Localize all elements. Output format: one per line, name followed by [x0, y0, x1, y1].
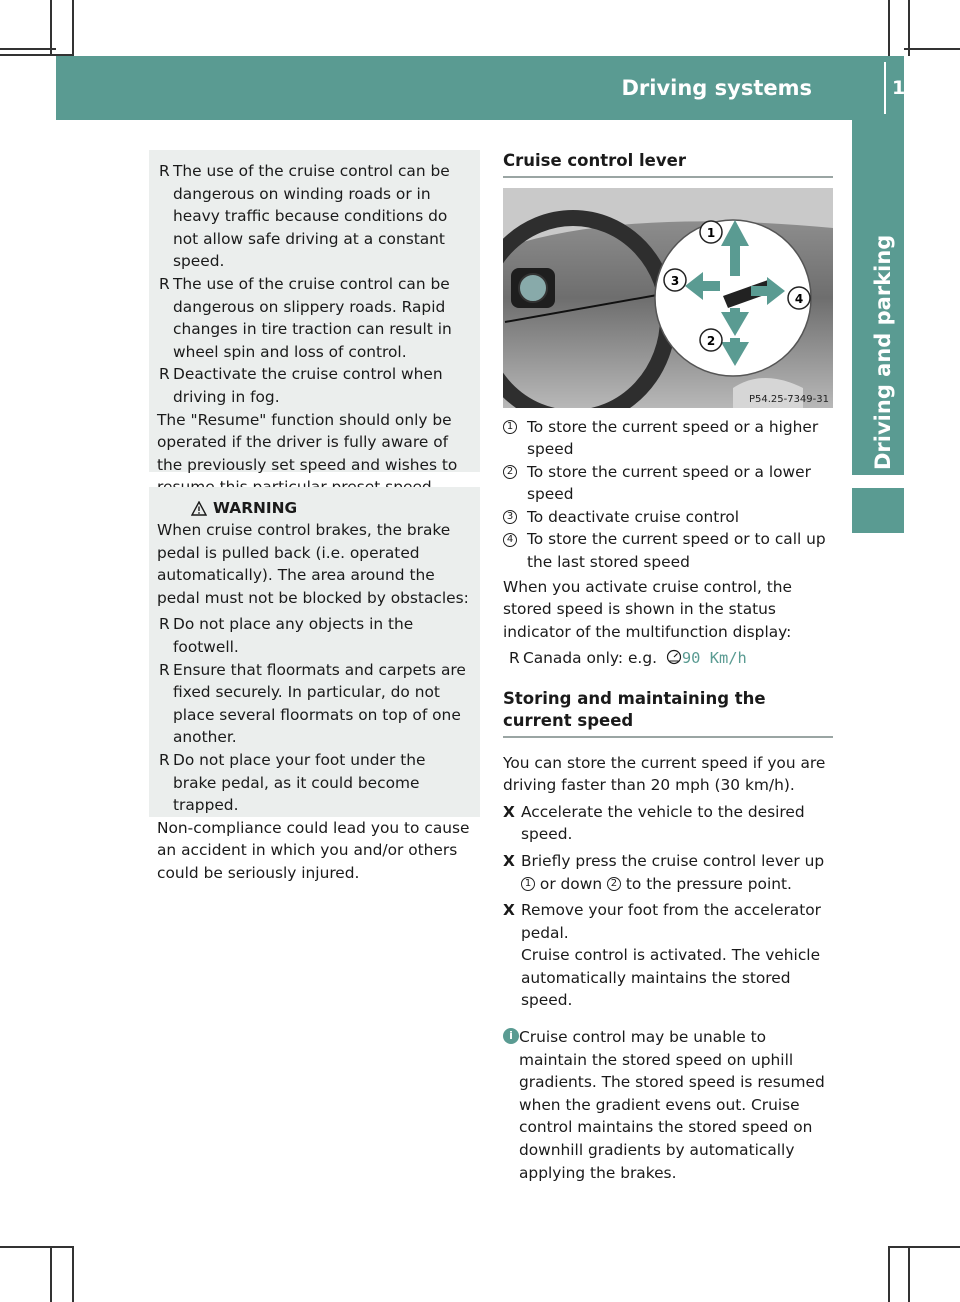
crop-mark	[0, 1246, 72, 1248]
page-header	[56, 56, 932, 120]
page-number: 171	[892, 77, 932, 99]
crop-mark	[908, 0, 910, 56]
crop-mark	[0, 48, 56, 50]
step-item: X Remove your foot from the accelerator pedal. Cruise control is activated. The vehicle automatically maintains the stored speed.	[503, 901, 821, 1010]
section-heading: Storing and maintaining the current speed	[503, 689, 766, 731]
list-item: R Deactivate the cruise control when driving in fog.	[159, 365, 443, 406]
display-speed: 90 Km/h	[681, 649, 747, 668]
crop-mark	[888, 0, 890, 56]
legend-item: 1 To store the current speed or a higher speed	[503, 416, 833, 461]
list-item: R Do not place your foot under the brake pedal, as it could become trapped.	[159, 750, 426, 815]
activate-text: When you activate cruise control, the stored speed is shown in the status indicator of the multifunction display:	[503, 577, 792, 641]
step-item: X Accelerate the vehicle to the desired speed.	[503, 802, 805, 844]
safety-notice-box	[149, 150, 480, 472]
heading-rule	[503, 176, 833, 178]
figure-number: 4	[794, 291, 804, 306]
section-heading: Cruise control lever	[503, 151, 686, 170]
lever-illustration	[503, 188, 833, 408]
list-item: R Do not place any objects in the footwell.	[159, 615, 414, 656]
crop-mark	[908, 1246, 910, 1302]
crop-mark	[50, 0, 52, 56]
heading-rule	[503, 736, 833, 738]
header-divider	[884, 62, 886, 114]
crop-mark	[904, 48, 960, 50]
list-item: R Ensure that floormats and carpets are fixed securely. In particular, do not place several floormats on top of one another.	[159, 660, 466, 747]
warning-intro: When cruise control brakes, the brake pedal is pulled back (i.e. operated automatically). The area around the pedal must not be blocked by obstacles:	[157, 521, 469, 607]
side-chapter-label: Driving and parking	[871, 234, 895, 470]
figure-number: 3	[670, 273, 680, 288]
side-tab-marker	[852, 488, 904, 533]
warning-triangle-icon	[191, 501, 207, 516]
cruise-control-lever-figure	[503, 188, 833, 408]
legend-item: 3 To deactivate cruise control	[503, 506, 833, 529]
info-note: i Cruise control may be unable to maintain the stored speed on uphill gradients. The stored speed is resumed when the gradient evens out. Cruise control maintains the stored speed on downhill gradients by automatically applying the brakes.	[503, 1026, 833, 1184]
storing-intro: You can store the current speed if you are driving faster than 20 mph (30 km/h).	[503, 753, 826, 795]
list-item: R The use of the cruise control can be dangerous on slippery roads. Rapid changes in tire traction can result in wheel spin and loss of control.	[159, 274, 452, 361]
legend-item: 4 To store the current speed or to call up the last stored speed	[503, 528, 833, 573]
crop-mark	[888, 1246, 890, 1302]
crop-mark	[72, 1246, 74, 1302]
crop-mark	[72, 0, 74, 56]
step-item: X Briefly press the cruise control lever up 1 or down 2 to the pressure point.	[503, 851, 825, 893]
warning-heading: WARNING	[191, 497, 472, 519]
crop-mark	[50, 1246, 52, 1302]
info-icon: i	[503, 1028, 519, 1044]
figure-number: 2	[706, 333, 716, 348]
right-column	[503, 150, 833, 1184]
warning-box	[149, 487, 480, 882]
warning-closing: Non-compliance could lead you to cause an accident in which you and/or others could be seriously injured.	[157, 818, 470, 882]
resume-note: The "Resume" function should only be operated if the driver is fully aware of the previously set speed and wishes to	[157, 410, 458, 474]
legend-item: 2 To store the current speed or a lower speed	[503, 461, 833, 506]
crop-mark	[888, 1246, 960, 1248]
figure-number: 1	[706, 225, 716, 240]
list-item: R The use of the cruise control can be dangerous on winding roads or in heavy traffic because conditions do not allow safe driving at a constant speed.	[159, 162, 450, 271]
figure-id: P54.25-7349-31	[748, 393, 829, 405]
cruise-control-speedometer-icon	[666, 649, 682, 665]
list-item: R Canada only: e.g. 90 Km/h	[509, 649, 747, 668]
section-title: Driving systems	[621, 76, 812, 100]
